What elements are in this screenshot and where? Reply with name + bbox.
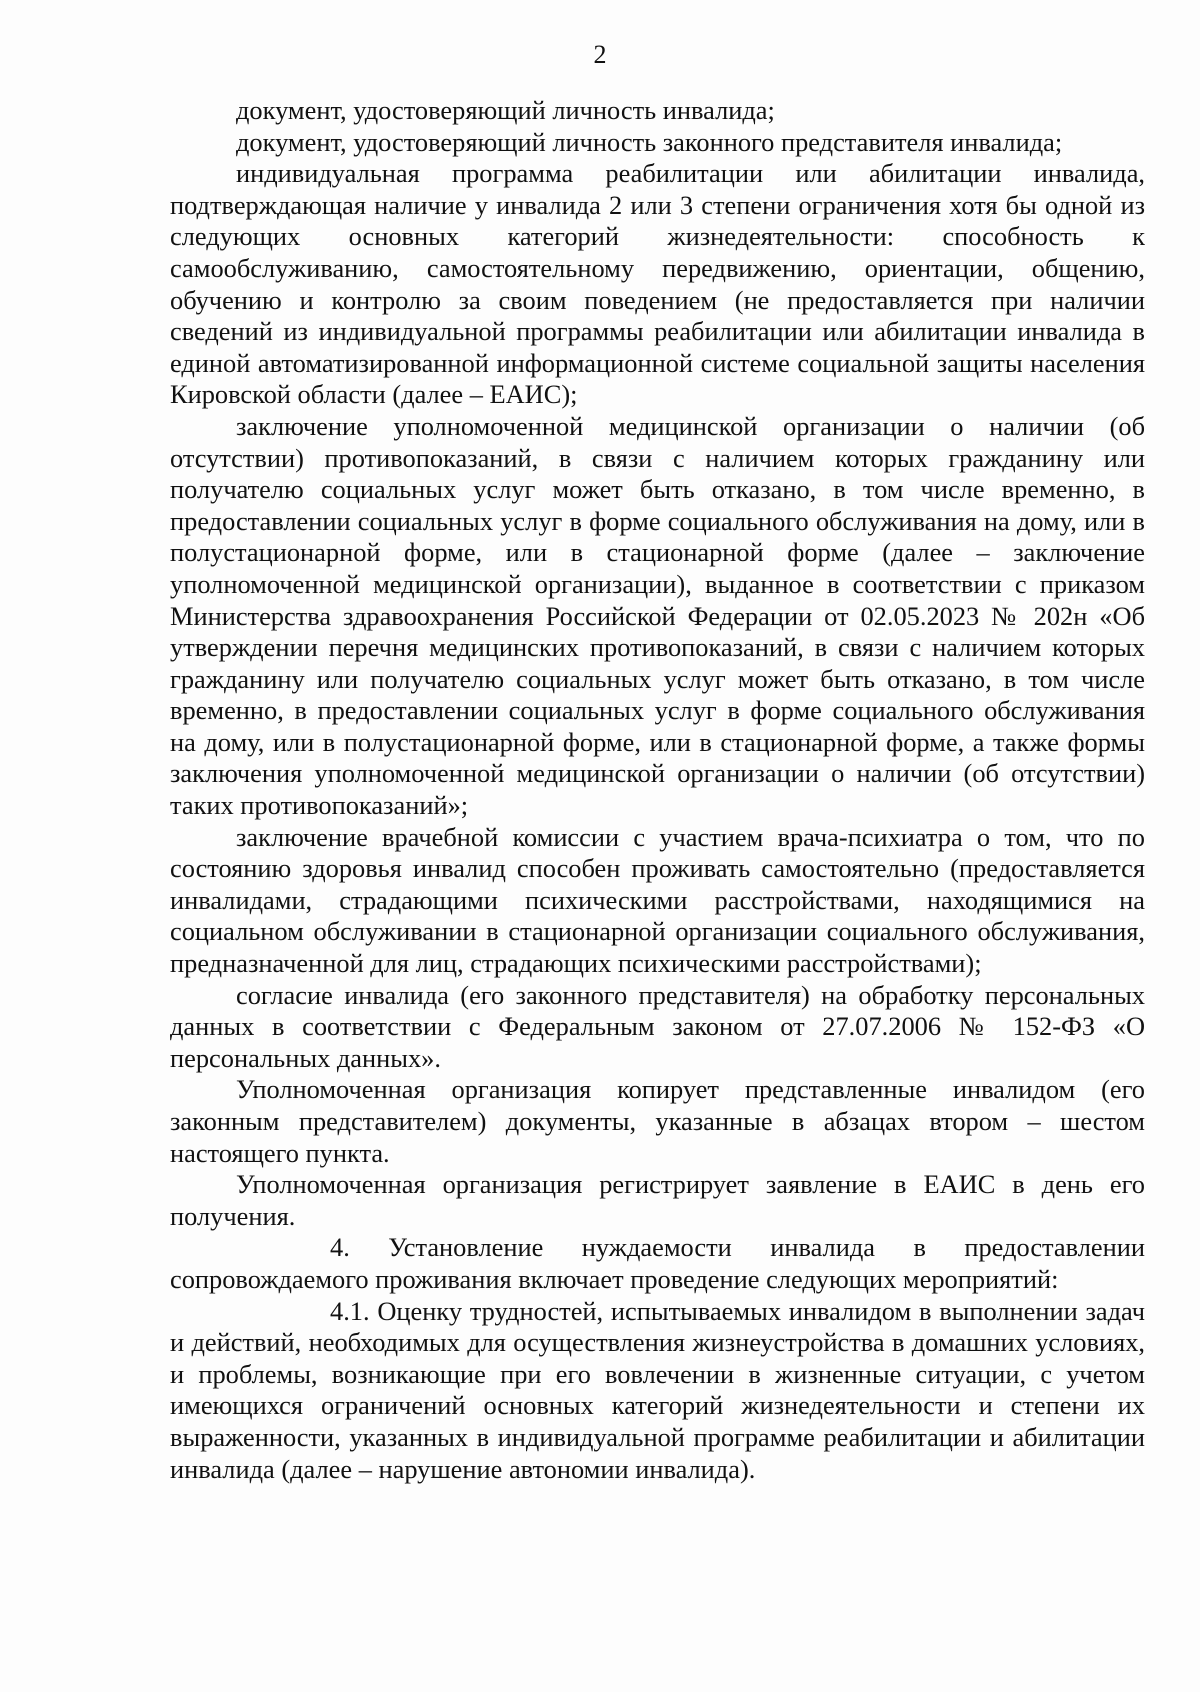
paragraph-document-copying: Уполномоченная организация копирует представленные инвалидом (его законным представителем) документы, указанные в абзацах втором – шестом настоящего пункта. bbox=[170, 1074, 1145, 1168]
paragraph-psychiatric-commission: заключение врачебной комиссии с участием врача-психиатра о том, что по состоянию здоровья инвалид способен проживать самостоятельно (предоставляется инвалидами, страдающими психическими расстройствами, находящимися на социальном обслуживании в стационарной организации социального обслуживания, предназначенной для лиц, страдающих психическими расстройствами); bbox=[170, 821, 1145, 979]
section-4-text: Установление нуждаемости инвалида в предоставлении сопровождаемого проживания включает проведение следующих мероприятий: bbox=[170, 1232, 1145, 1294]
paragraph-rehabilitation-program: индивидуальная программа реабилитации или абилитации инвалида, подтверждающая наличие у инвалида 2 или 3 степени ограничения хотя бы одной из следующих основных категорий жизнедеятельности: способность к самообслуживанию, самостоятельному передвижению, ориентации, общению, обучению и контролю за своим поведением (не предоставляется при наличии сведений из индивидуальной программы реабилитации или абилитации инвалида в единой автоматизированной информационной системе социальной защиты населения Кировской области (далее – ЕАИС); bbox=[170, 158, 1145, 410]
paragraph-identity-document: документ, удостоверяющий личность инвалида; bbox=[236, 95, 775, 125]
section-4-1-text: Оценку трудностей, испытываемых инвалидом в выполнении задач и действий, необходимых для осуществления жизнеустройства в домашних условиях, и проблемы, возникающие при его вовлечении в жизненные ситуации, с учетом имеющихся ограничений основных категорий жизнедеятельности и степени их выраженности, указанных в индивидуальной программе реабилитации и абилитации инвалида (далее – нарушение автономии инвалида). bbox=[170, 1295, 1145, 1484]
document-body bbox=[170, 95, 1145, 1485]
page-number: 2 bbox=[593, 40, 607, 69]
paragraph-personal-data-consent: согласие инвалида (его законного представителя) на обработку персональных данных в соответствии с Федеральным законом от 27.07.2006 № 152-ФЗ «О персональных данных». bbox=[170, 979, 1145, 1073]
section-4-number: 4. bbox=[330, 1232, 350, 1263]
paragraph-representative-document: документ, удостоверяющий личность законного представителя инвалида; bbox=[236, 126, 1063, 157]
paragraph-registration: Уполномоченная организация регистрирует заявление в ЕАИС в день его получения. bbox=[170, 1169, 1145, 1231]
paragraph-medical-conclusion: заключение уполномоченной медицинской организации о наличии (об отсутствии) противопоказаний, в связи с наличием которых гражданину или получателю социальных услуг может быть отказано, в том числе временно, в предоставлении социальных услуг в форме социального обслуживания на дому, или в полустационарной форме, или в стационарной форме (далее – заключение уполномоченной медицинской организации), выданное в соответствии с приказом Министерства здравоохранения Российской Федерации от 02.05.2023 № 202н «Об утверждении перечня медицинских противопоказаний, в связи с наличием которых гражданину или получателю социальных услуг может быть отказано, в том числе временно, в предоставлении социальных услуг в форме социального обслуживания на дому, или в полустационарной форме, или в стационарной форме, а также формы заключения уполномоченной медицинской организации о наличии (об отсутствии) таких противопоказаний»; bbox=[170, 410, 1145, 821]
section-4-1-number: 4.1. bbox=[330, 1295, 370, 1326]
section-4-1 bbox=[170, 1296, 1145, 1486]
section-4 bbox=[170, 1232, 1145, 1295]
